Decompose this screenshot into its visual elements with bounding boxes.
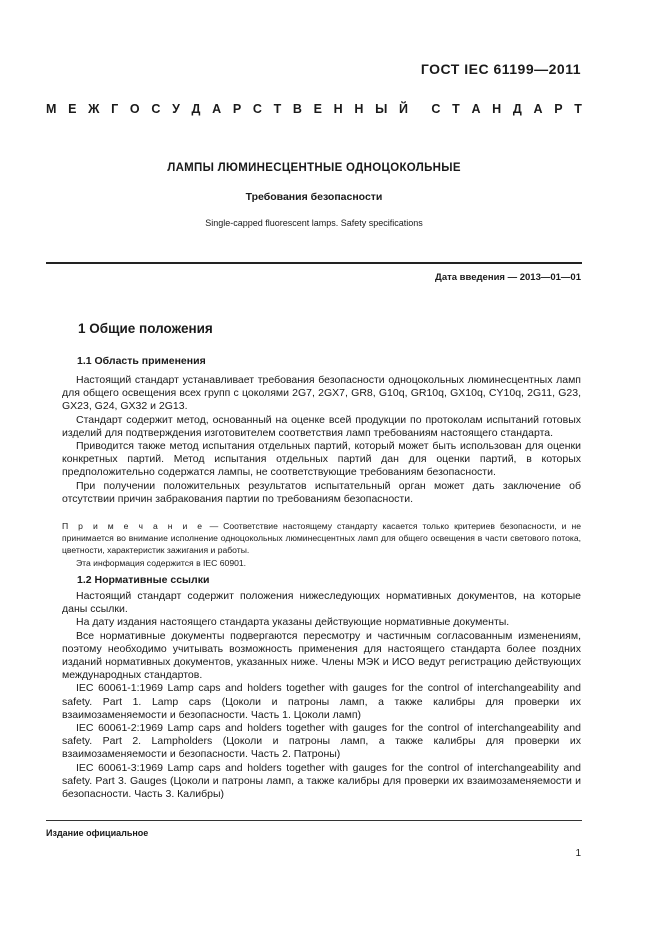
interstate-standard-heading — [46, 102, 582, 116]
heading-letter: Ж — [88, 102, 100, 116]
heading-letter: Д — [512, 102, 522, 116]
note — [62, 520, 581, 569]
section-1-1-body — [62, 374, 581, 506]
heading-letter: Д — [191, 102, 201, 116]
heading-letter: Н — [354, 102, 364, 116]
heading-letter: У — [172, 102, 180, 116]
gost-code: ГОСТ IEC 61199—2011 — [420, 61, 581, 77]
paragraph: Стандарт содержит метод, основанный на оценке всей продукции по протоколам испытаний готовых изделий для подтверждения изготовителем соответствия ламп требованиям настоящего стандарта. — [62, 413, 581, 439]
reference-entry: IEC 60061-2:1969 Lamp caps and holders together with gauges for the control of interchangeability and safety. Part 2. Lampholders (Цоколи и патроны ламп, а также калибры для проверки их взаимозаменяемости и безопасности. Часть 2. Патроны) — [62, 722, 581, 761]
note-info: Эта информация содержится в IEC 60901. — [76, 557, 247, 568]
heading-letter: Т — [452, 102, 460, 116]
heading-letter: А — [212, 102, 222, 116]
heading-letter: С — [431, 102, 441, 116]
heading-letter: Е — [68, 102, 77, 116]
note-label: П р и м е ч а н и е — [62, 521, 205, 531]
paragraph: На дату издания настоящего стандарта указаны действующие нормативные документы. — [76, 616, 510, 629]
note-paragraph — [62, 520, 581, 557]
heading-letter: Р — [232, 102, 242, 116]
paragraph: Приводится также метод испытания отдельных партий, который может быть использован для оценки конкретных партий. Метод испытания отдельных партий дан для оценки партий, в которых предположительно содержатся лампы, не соответствующие требованиям безопасности. — [62, 440, 581, 479]
heading-letter: С — [151, 102, 161, 116]
introduction-date: Дата введения — 2013—01—01 — [435, 272, 581, 283]
paragraph: Настоящий стандарт содержит положения нижеследующих нормативных документов, на которые даны ссылки. — [62, 590, 581, 616]
heading-letter: Р — [554, 102, 563, 116]
reference-entry: IEC 60061-1:1969 Lamp caps and holders together with gauges for the control of interchangeability and safety. Part 1. Lamp caps (Цоколи и патроны ламп, а также калибры для проверки их взаимозаменяемости и безопасности. Часть 1. Цоколи ламп) — [62, 682, 581, 721]
paragraph: Настоящий стандарт устанавливает требования безопасности одноцокольных люминесцентных ламп для общего освещения всех групп с цоколями 2G7, 2GX7, GR8, G10q, GR10q, GX10q, CY10q, 2G11, G23, GX23, G24, GX32 и 2G13. — [62, 374, 581, 413]
title-divider — [46, 262, 582, 264]
heading-letter: Н — [333, 102, 343, 116]
heading-letter: С — [252, 102, 262, 116]
heading-letter: В — [292, 102, 302, 116]
english-title: Single-capped fluorescent lamps. Safety specifications — [205, 218, 423, 228]
footer-divider — [46, 820, 582, 821]
paragraph: Все нормативные документы подвергаются пересмотру и частичным согласованным изменениям, поэтому необходимо учитывать возможность применения для настоящего стандарта более поздних изданий нормативных документов, указанных ниже. Члены МЭК и ИСО ведут регистрацию действующих международных стандартов. — [62, 629, 581, 682]
official-edition-label: Издание официальное — [46, 828, 149, 838]
heading-letter: Г — [111, 102, 119, 116]
heading-letter: Е — [313, 102, 322, 116]
section-1-1-title: 1.1 Область применения — [77, 355, 206, 367]
heading-letter: А — [471, 102, 481, 116]
section-1-2-body — [62, 590, 581, 801]
heading-letter: Ы — [375, 102, 388, 116]
heading-letter: Й — [399, 102, 409, 116]
heading-letter: Т — [273, 102, 282, 116]
reference-entry: IEC 60061-3:1969 Lamp caps and holders together with gauges for the control of interchangeability and safety. Part 3. Gauges (Цоколи и патроны ламп, а также калибры для проверки их взаимозаменяемости и безопасности. Часть 3. Калибры) — [62, 761, 581, 801]
document-title: ЛАМПЫ ЛЮМИНЕСЦЕНТНЫЕ ОДНОЦОКОЛЬНЫЕ — [167, 162, 461, 174]
section-1-2-title: 1.2 Нормативные ссылки — [77, 574, 210, 586]
page-number: 1 — [575, 848, 581, 859]
heading-letter: Н — [492, 102, 502, 116]
heading-letter: М — [46, 102, 57, 116]
heading-letter: О — [129, 102, 140, 116]
section-1-title: 1 Общие положения — [78, 321, 213, 336]
note-text: — Соответствие настоящему стандарту касается только критериев безопасности, и не принимается во внимание исполнение одноцокольных люминесцентных ламп для общего освещения в части светового потока, цветности, характеристик зажигания и работы. — [62, 521, 582, 556]
heading-letter: А — [533, 102, 543, 116]
heading-letter: Т — [574, 102, 582, 116]
paragraph: При получении положительных результатов испытательный орган может дать заключение об отсутствии причин забракования партии по требованиям безопасности. — [62, 479, 581, 505]
document-subtitle: Требования безопасности — [245, 191, 383, 203]
